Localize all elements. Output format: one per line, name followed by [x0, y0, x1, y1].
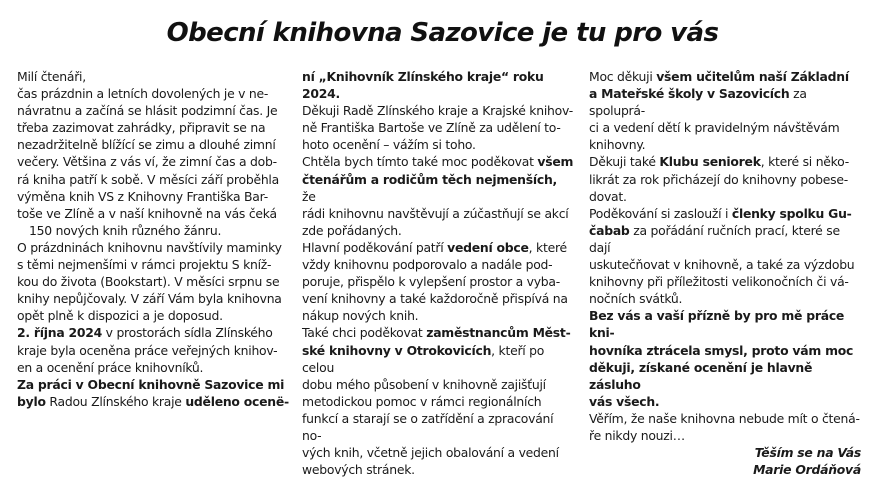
- text-line: [17, 393, 289, 410]
- bold-span: Klubu seniorek: [659, 154, 761, 170]
- text-line: O prázdninách knihovnu navštívily maminky: [17, 239, 282, 255]
- bold-span: ské knihovny v Otrokovicích: [302, 342, 492, 358]
- text-span: Hlavní poděkování patří: [302, 239, 448, 255]
- text-line: [589, 307, 861, 341]
- text-line: [589, 205, 861, 222]
- bold-span: členky spolku Gu-: [731, 205, 852, 221]
- bold-span: čabab: [589, 222, 630, 238]
- text-line: [589, 393, 861, 410]
- text-line: kou do života (Bookstart). V měsíci srpnu se: [17, 274, 280, 290]
- text-line: hoto ocenění – vážím si toho.: [302, 137, 476, 153]
- text-line: s těmi nejmenšími v rámci projektu S kníž-: [17, 257, 272, 273]
- bold-span: zaměstnancům Měst-: [426, 325, 571, 341]
- text-line: [589, 342, 861, 359]
- text-line: 150 nových knih různého žánru.: [29, 222, 222, 238]
- text-line: poruje, přispělo k vylepšení prostor a vyba-: [302, 274, 560, 290]
- text-line: opět plně k dispozici a je doposud.: [17, 308, 223, 324]
- text-line: nočních svátků.: [589, 291, 683, 307]
- text-line: [17, 324, 289, 341]
- text-span: že: [302, 188, 316, 204]
- text-line: [589, 359, 861, 393]
- bold-span: všem učitelům naší Základní: [656, 69, 849, 84]
- article-title: Obecní knihovna Sazovice je tu pro vás: [166, 18, 719, 48]
- text-span: za pořádání ručních prací, které se dají: [589, 222, 840, 255]
- bold-span: hovníka ztrácela smysl, proto vám moc: [589, 342, 854, 358]
- text-line: likrát za rok přicházejí do knihovny pobese-: [589, 171, 848, 187]
- text-span: za spoluprá-: [589, 86, 807, 119]
- column-1: [17, 68, 289, 410]
- text-line: výměna knih VS z Knihovny Františka Bar-: [17, 188, 268, 204]
- text-line: třeba zazimovat zahrádky, připravit se na: [17, 120, 266, 136]
- text-line: dobu mého působení v knihovně zajišťují: [302, 376, 546, 392]
- text-line: toše ve Zlíně a v naší knihovně na vás čeká: [17, 205, 277, 221]
- text-line: ci a vedení dětí k pravidelným návštěvám: [589, 120, 840, 136]
- text-span: Radou Zlínského kraje: [45, 393, 186, 409]
- bold-span: ní „Knihovník Zlínského kraje“ roku 2024.: [302, 69, 544, 102]
- text-line: nezadržitelně blížící se zimu a dlouhé zimní: [17, 137, 276, 153]
- text-line: [302, 324, 574, 341]
- text-line: vení knihovny a také každoročně přispívá na: [302, 291, 568, 307]
- text-line: rádi knihovnu navštěvují a zúčastňují se akcí: [302, 205, 569, 221]
- text-line: zde pořádaných.: [302, 222, 402, 238]
- bold-span: čtenářům a rodičům těch nejmenších,: [302, 171, 557, 187]
- text-span: Také chci poděkovat: [302, 325, 427, 341]
- signature-name: Marie Ordáňová: [753, 462, 861, 478]
- text-line: [17, 376, 289, 393]
- bold-span: Bez vás a vaší přízně by pro mě práce kni-: [589, 308, 845, 341]
- text-line: [302, 342, 574, 376]
- text-span: , které si něko-: [760, 154, 849, 170]
- text-line: [302, 171, 574, 205]
- text-line: [302, 239, 574, 256]
- text-line: ře nikdy nouzi…: [589, 427, 685, 443]
- text-line: návratnu a začíná se hlásit podzimní čas. Je: [17, 103, 278, 119]
- column-3: [589, 68, 861, 478]
- text-span: Moc děkuji: [589, 69, 657, 84]
- date-highlight: 2. října 2024: [17, 325, 102, 341]
- text-line: nákup nových knih.: [302, 308, 419, 324]
- text-line: [302, 68, 574, 102]
- text-line: uskutečňovat v knihovně, a také za výzdobu: [589, 257, 855, 273]
- text-line: webových stránek.: [302, 462, 415, 478]
- text-span: Chtěla bych tímto také moc poděkovat: [302, 154, 538, 170]
- text-line: ně Františka Bartoše ve Zlíně za udělení to-: [302, 120, 561, 136]
- bold-span: a Mateřské školy v Sazovicích: [589, 86, 790, 102]
- text-span: , které: [528, 239, 567, 255]
- text-line: knihovny.: [589, 137, 646, 153]
- text-line: Děkuji Radě Zlínského kraje a Krajské knihov-: [302, 103, 573, 119]
- text-line: [302, 153, 574, 170]
- text-line: [589, 153, 861, 170]
- text-span: Poděkování si zaslouží i: [589, 205, 732, 221]
- text-line: dovat.: [589, 188, 627, 204]
- text-line: en a ocenění práce knihovníků.: [17, 359, 204, 375]
- text-span: , kteří po celou: [302, 342, 545, 375]
- text-line: metodickou pomoc v rámci regionálních: [302, 393, 542, 409]
- bold-span: vás všech.: [589, 393, 660, 409]
- text-line: Věřím, že naše knihovna nebude mít o čtená-: [589, 410, 860, 426]
- text-line: vždy knihovnu podporovalo a nadále pod-: [302, 257, 553, 273]
- text-line: vých knih, včetně jejich obalování a vedení: [302, 445, 559, 461]
- bold-span: Za práci v Obecní knihovně Sazovice mi: [17, 376, 285, 392]
- text-line: kraje byla oceněna práce veřejných knihov-: [17, 342, 278, 358]
- text-line: Milí čtenáři,: [17, 69, 86, 84]
- text-span: v prostorách sídla Zlínského: [101, 325, 273, 341]
- text-line: knihovny při příležitosti velikonočních či vá-: [589, 274, 849, 290]
- text-line: rá kniha patří k sobě. V měsíci září proběhla: [17, 171, 279, 187]
- text-line: [589, 85, 861, 119]
- text-line: funkcí a starají se o zatřídění a zpracování no-: [302, 410, 554, 443]
- bold-span: bylo: [17, 393, 46, 409]
- bold-span: děkuji, získané ocenění je hlavně zásluho: [589, 359, 813, 392]
- text-line: [589, 68, 861, 85]
- text-line: čas prázdnin a letních dovolených je v ne-: [17, 86, 269, 102]
- text-span: Děkuji také: [589, 154, 660, 170]
- bold-span: vedení obce: [447, 239, 529, 255]
- column-2: [302, 68, 574, 478]
- text-line: knihy nepůjčovaly. V září Vám byla knihovna: [17, 291, 282, 307]
- text-line: večery. Většina z vás ví, že zimní čas a dob-: [17, 154, 277, 170]
- bold-span: uděleno ocenë-: [185, 393, 289, 409]
- bold-span: všem: [537, 154, 574, 170]
- text-line: [589, 222, 861, 256]
- signature-greeting: Těším se na Vás: [754, 445, 861, 461]
